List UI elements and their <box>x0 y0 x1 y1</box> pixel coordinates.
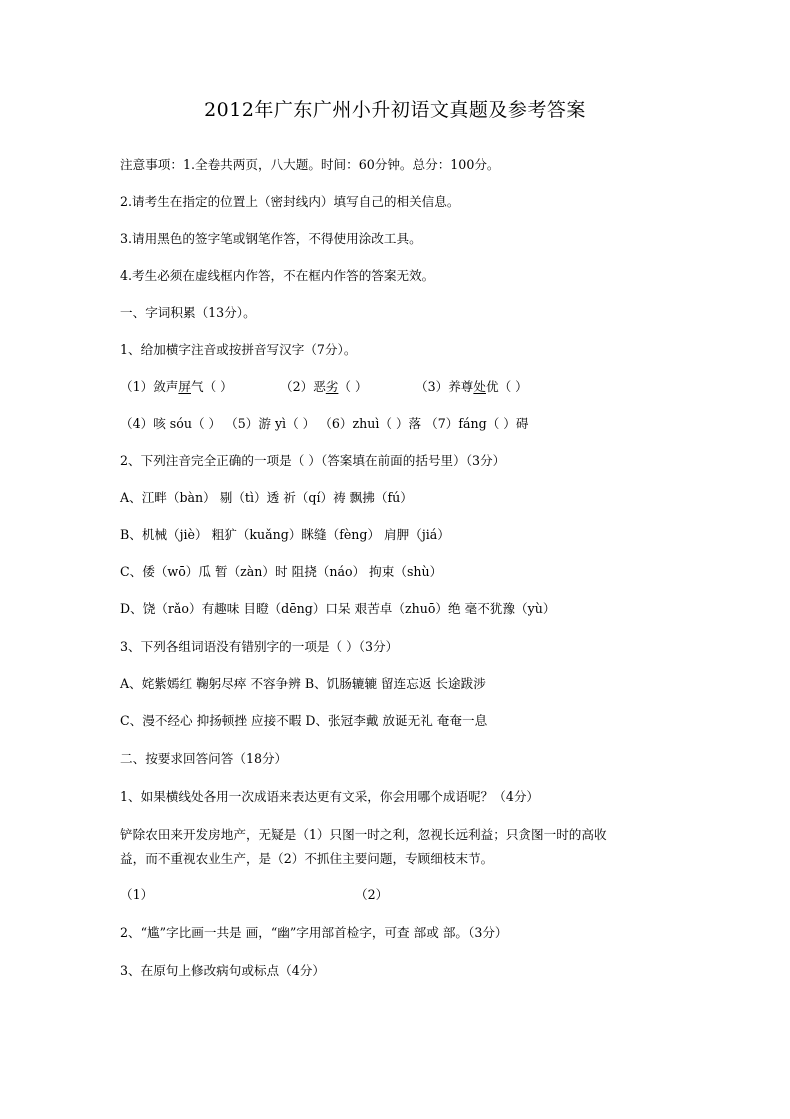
answer-blank-2[interactable]: （2） <box>355 887 389 902</box>
page-title: 2012年广东广州小升初语文真题及参考答案 <box>204 99 586 121</box>
question-1-2-option-a: A、江畔（bàn） 剔（tì）透 祈（qí）祷 飘拂（fú） <box>120 490 413 505</box>
note-1: 注意事项：1.全卷共两页，八大题。时间：60分钟。总分：100分。 <box>120 157 500 172</box>
question-1-2-option-b: B、机械（jiè） 粗犷（kuǎng）眯缝（fèng） 肩胛（jiá） <box>120 527 450 542</box>
answer-blank-1[interactable]: （1） <box>120 887 154 902</box>
note-2: 2.请考生在指定的位置上（密封线内）填写自己的相关信息。 <box>120 194 460 209</box>
question-1-2-stem: 2、下列注音完全正确的一项是（ ）（答案填在前面的括号里）（3分） <box>120 453 506 468</box>
question-2-1-answer-row <box>120 886 388 904</box>
question-1-3-options-ab: A、姹紫嫣红 鞠躬尽瘁 不容争辨 B、饥肠辘辘 留连忘返 长途跋涉 <box>120 676 486 691</box>
note-4: 4.考生必须在虚线框内作答，不在框内作答的答案无效。 <box>120 268 435 283</box>
question-1-2-option-c: C、倭（wō）瓜 暂（zàn）时 阻挠（náo） 拘束（shù） <box>120 564 443 579</box>
item-3: （3）养尊处优（ ） <box>415 379 528 394</box>
question-2-1-text-line-2: 益，而不重视农业生产，是（2）不抓住主要问题，专顾细枝末节。 <box>120 851 494 866</box>
question-1-3-stem: 3、下列各组词语没有错别字的一项是（ ）（3分） <box>120 639 399 654</box>
question-1-1-row-2: （4）咳 sóu（ ） （5）游 yì（ ） （6）zhuì（ ）落 （7）fáng（ ）碍 <box>120 416 529 431</box>
question-1-1-stem: 1、给加横字注音或按拼音写汉字（7分）。 <box>120 342 357 357</box>
question-2-1-text-line-1: 铲除农田来开发房地产，无疑是（1）只图一时之利，忽视长远利益；只贪图一时的高收 <box>120 827 607 842</box>
section-1-heading: 一、字词积累（13分）。 <box>120 305 256 320</box>
question-1-2-option-d: D、饶（rǎo）有趣味 目瞪（dēng）口呆 艰苦卓（zhuō）绝 毫不犹豫（yù） <box>120 601 556 616</box>
question-2-2: 2、“尴”字比画一共是 画，“幽”字用部首检字，可查 部或 部。（3分） <box>120 925 508 940</box>
question-2-1-stem: 1、如果横线处各用一次成语来表达更有文采，你会用哪个成语呢？（4分） <box>120 789 540 804</box>
question-2-3: 3、在原句上修改病句或标点（4分） <box>120 963 325 978</box>
section-2-heading: 二、按要求回答问答（18分） <box>120 751 288 766</box>
note-3: 3.请用黑色的签字笔或钢笔作答，不得使用涂改工具。 <box>120 231 422 246</box>
question-1-3-options-cd: C、漫不经心 抑扬顿挫 应接不暇 D、张冠李戴 放诞无礼 奄奄一息 <box>120 713 488 728</box>
item-2: （2）恶劣（ ） <box>280 379 368 394</box>
question-1-1-row-1 <box>120 378 528 396</box>
item-1: （1）敛声屏气（ ） <box>120 379 233 394</box>
